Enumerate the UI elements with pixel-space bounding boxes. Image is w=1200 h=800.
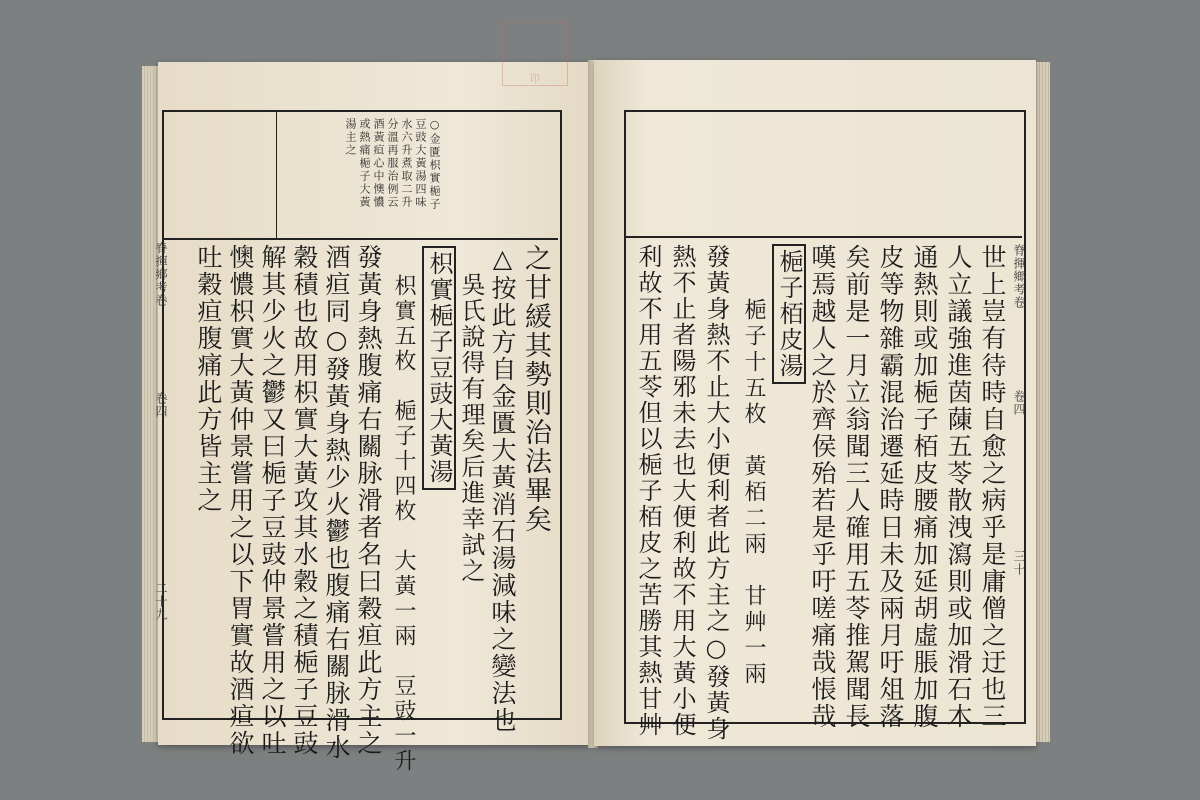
formula-title: 枳實梔子豆豉大黃湯 [422, 246, 456, 490]
right-page [594, 60, 1036, 746]
text-column: 之甘緩其勢則治法畢矣 [520, 244, 551, 534]
side-volume: 卷四 [154, 392, 168, 418]
ingredients-column: 梔子十五枚 黃栢二兩 甘艸一兩 [741, 298, 766, 688]
text-column: 通熱則或加梔子栢皮腰痛加延胡虛脹加腹 [910, 244, 939, 730]
side-page-number: 二十九 [154, 582, 168, 621]
side-volume: 卷四 [1012, 390, 1026, 416]
text-column: 酒疸同○發黃身熱少火鬱也腹痛右關脉滑水 [322, 244, 351, 761]
right-page-edges [1034, 62, 1050, 742]
text-column: 吐穀疸腹痛此方皆主之 [194, 244, 223, 514]
faint-seal-stamp [502, 22, 568, 86]
header-note-line: ○金匱枳實梔子 [428, 118, 441, 211]
left-header-divider [276, 112, 277, 238]
header-note-line: 豆豉大黃湯四味 [414, 118, 427, 209]
header-note-line: 分溫再服治例云 [386, 118, 399, 209]
text-column: 世上豈有待時自愈之病乎是庸僧之迂也三 [978, 244, 1007, 730]
left-page [154, 62, 592, 774]
text-column: 人立議強進茵蔯五苓散洩瀉則或加滑石木 [944, 244, 973, 730]
text-column: 懊憹枳實大黃仲景嘗用之以下胃實故酒疸欲 [226, 244, 255, 757]
left-header-rule [162, 238, 558, 240]
header-note-line: 湯主之 [344, 118, 357, 157]
text-column: 皮等物雜霸混治遷延時日未及兩月吁俎落 [876, 244, 905, 730]
text-column: 穀積也故用枳實大黃攻其水穀之積梔子豆豉 [290, 244, 319, 757]
header-note-line: 或熱痛梔子大黃 [358, 118, 371, 209]
side-page-number: 三十 [1012, 550, 1026, 576]
header-note-line: 酒黃疸心中懊憹 [372, 118, 385, 209]
header-note-line: 水六升煮取二升 [400, 118, 413, 209]
text-column: 矣前是一月立翁聞三人確用五苓推駕聞長 [842, 244, 871, 730]
stamp-text: 印 [530, 74, 540, 85]
side-title: 脊揮鄉考卷 [154, 242, 168, 307]
side-title: 脊揮鄉考卷 [1012, 244, 1026, 309]
text-column: 吳氏說得有理矣后進幸試之 [457, 272, 485, 584]
text-column: 解其少火之鬱又曰梔子豆豉仲景嘗用之以吐 [258, 244, 287, 757]
text-column: 發黃身熱腹痛右關脉滑者名曰穀疸此方主之 [354, 244, 383, 757]
right-header-rule [624, 236, 1022, 238]
formula-title: 梔子栢皮湯 [772, 244, 806, 384]
text-column: 熱不止者陽邪未去也大便利故不用大黃小便 [668, 244, 696, 738]
text-column: 發黃身熱不止大小便利者此方主之○發黃身 [702, 244, 730, 742]
ingredients-column: 枳實五枚 梔子十四枚 大黃一兩 豆豉一升 [391, 274, 416, 774]
text-column: △按此方自金匱大黃消石湯減味之變法也 [488, 244, 517, 734]
text-column: 嘆焉越人之於齊侯殆若是乎吁嗟痛哉悵哉 [808, 244, 837, 730]
text-column: 利故不用五苓但以梔子栢皮之苦勝其熱甘艸 [634, 244, 662, 738]
